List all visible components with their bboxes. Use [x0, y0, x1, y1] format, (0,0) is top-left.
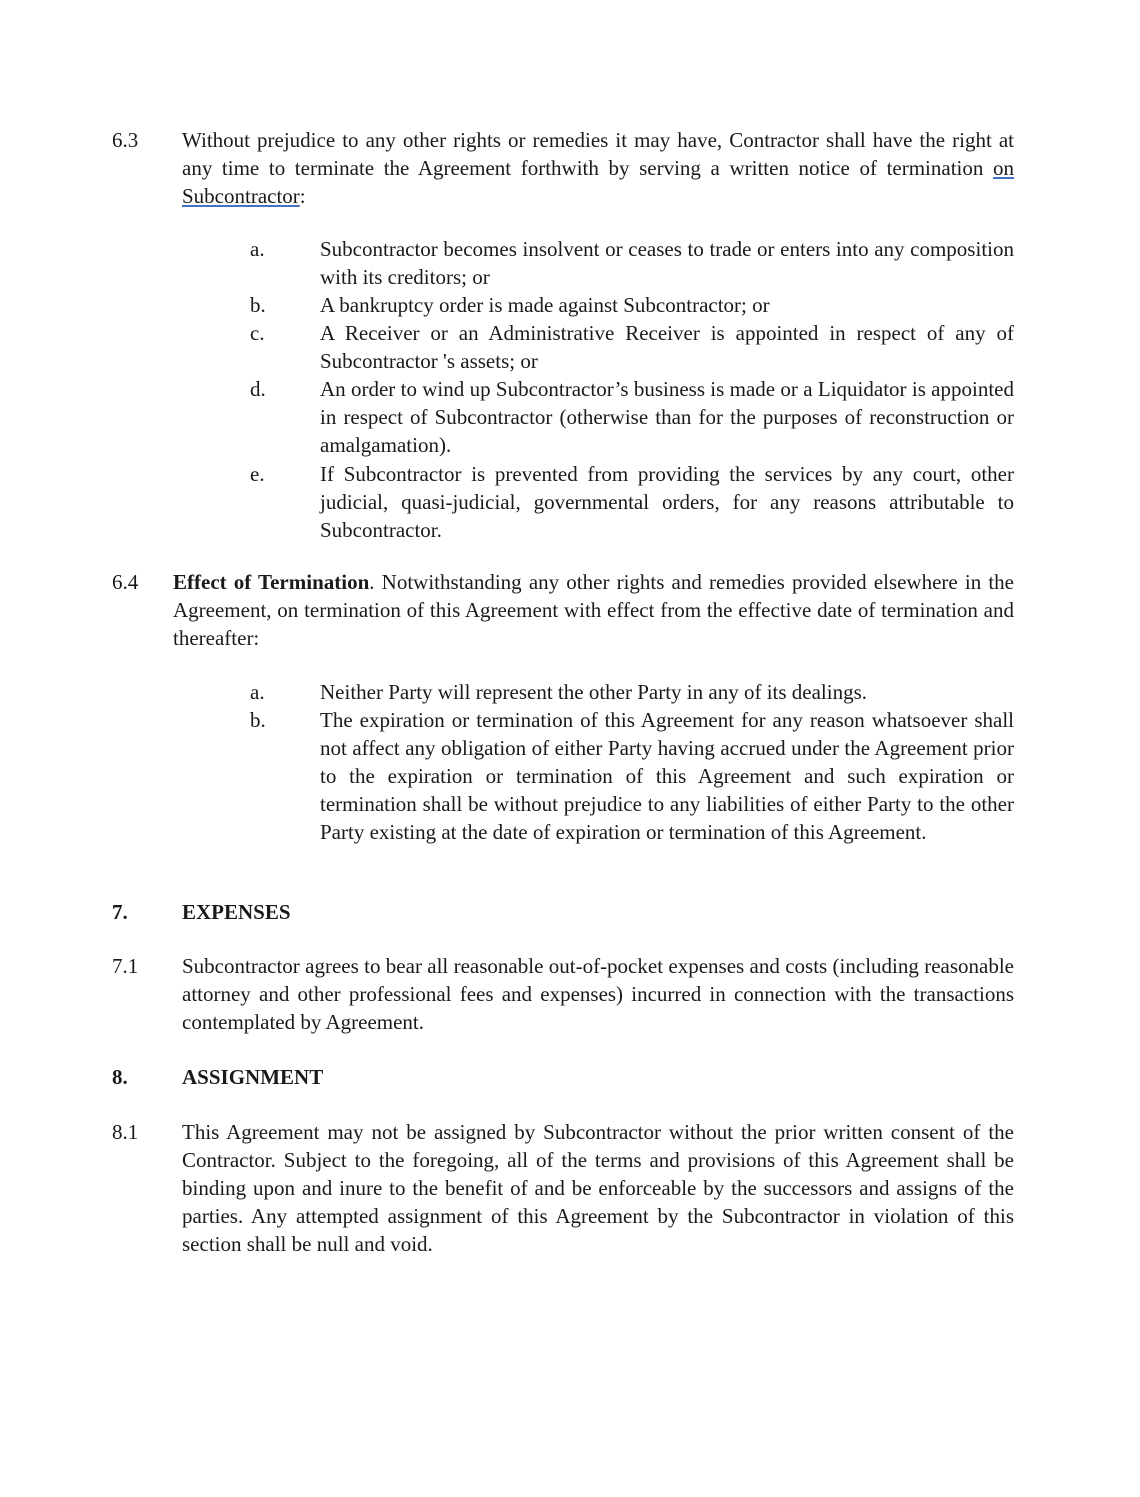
list-text: An order to wind up Subcontractor’s business is made or a Liquidator is appointed in respect of Subcontractor (otherwise than for the purposes of reconstruction or amalgamation). — [320, 377, 1014, 457]
section-number: 8. — [112, 1065, 128, 1089]
clause-text-main: . Notwithstanding any other rights and remedies provided elsewhere in the Agreement, on termination of this Agreement with effect from the effective date of termination and thereafter: — [173, 570, 1014, 650]
underlined-term: on Subcontractor — [182, 156, 1014, 208]
list-letter: a. — [250, 680, 265, 704]
list-text: Neither Party will represent the other Party in any of its dealings. — [320, 680, 868, 704]
list-text: A bankruptcy order is made against Subcontractor; or — [320, 293, 770, 317]
clause-text-end: : — [299, 184, 306, 208]
clause-text-main: Without prejudice to any other rights or remedies it may have, Contractor shall have the right at any time to terminate the Agreement forthwith by serving a written notice of termination — [182, 128, 1014, 180]
list-letter: b. — [250, 708, 266, 732]
clause-number: 6.3 — [112, 128, 139, 152]
clause-text: Subcontractor agrees to bear all reasonable out-of-pocket expenses and costs (including reasonable attorney and other professional fees and expenses) incurred in connection with the transactions contemplated by Agreement. — [182, 954, 1014, 1034]
clause-number: 7.1 — [112, 954, 139, 978]
clause-number: 8.1 — [112, 1120, 139, 1144]
list-text: A Receiver or an Administrative Receiver is appointed in respect of any of Subcontractor 's assets; or — [320, 321, 1014, 373]
list-letter: a. — [250, 237, 265, 261]
section-number: 7. — [112, 900, 128, 924]
list-letter: e. — [250, 462, 265, 486]
clause-text: This Agreement may not be assigned by Subcontractor without the prior written consent of the Contractor. Subject to the foregoing, all of the terms and provisions of this Agreement shall be binding upon and inure to the benefit of and be enforceable by the successors and assigns of the parties. Any attempted assignment of this Agreement by the Subcontractor in violation of this section shall be null and void. — [182, 1120, 1014, 1256]
clause-title: Effect of Termination — [173, 570, 370, 594]
list-letter: c. — [250, 321, 265, 345]
list-letter: d. — [250, 377, 266, 401]
clause-text — [182, 126, 1014, 210]
section-title: EXPENSES — [182, 900, 291, 924]
clause-text — [173, 568, 1014, 652]
list-letter: b. — [250, 293, 266, 317]
section-title: ASSIGNMENT — [182, 1065, 324, 1089]
list-text: Subcontractor becomes insolvent or ceases to trade or enters into any composition with its creditors; or — [320, 237, 1014, 289]
list-text: The expiration or termination of this Agreement for any reason whatsoever shall not affect any obligation of either Party having accrued under the Agreement prior to the expiration or termination of this Agreement and such expiration or termination shall be without prejudice to any liabilities of either Party to the other Party existing at the date of expiration or termination of this Agreement. — [320, 708, 1014, 844]
clause-number: 6.4 — [112, 570, 139, 594]
list-text: If Subcontractor is prevented from providing the services by any court, other judicial, quasi-judicial, governmental orders, for any reasons attributable to Subcontractor. — [320, 462, 1014, 542]
